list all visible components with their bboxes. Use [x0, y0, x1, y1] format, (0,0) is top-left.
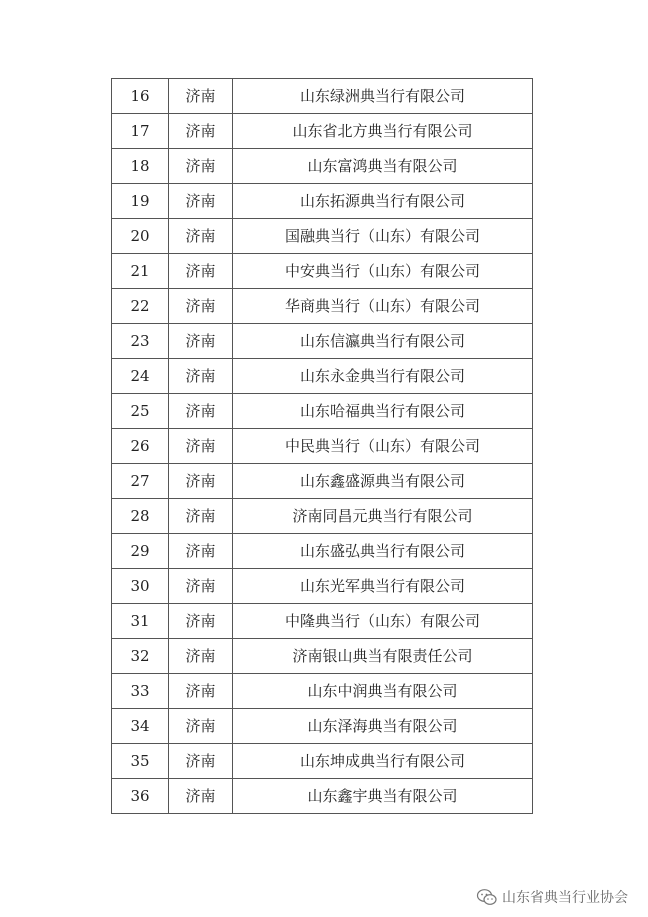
row-city: 济南 [169, 744, 233, 779]
row-company-name: 山东永金典当行有限公司 [233, 359, 533, 394]
row-number: 18 [112, 149, 169, 184]
table-row [112, 534, 533, 569]
table-row [112, 779, 533, 814]
table-row [112, 394, 533, 429]
row-number: 29 [112, 534, 169, 569]
row-company-name: 山东拓源典当行有限公司 [233, 184, 533, 219]
table-row [112, 429, 533, 464]
row-city: 济南 [169, 114, 233, 149]
row-number: 17 [112, 114, 169, 149]
watermark-text: 山东省典当行业协会 [502, 890, 628, 906]
row-company-name: 山东信瀛典当行有限公司 [233, 324, 533, 359]
row-city: 济南 [169, 394, 233, 429]
row-city: 济南 [169, 254, 233, 289]
row-company-name: 济南同昌元典当行有限公司 [233, 499, 533, 534]
row-city: 济南 [169, 499, 233, 534]
row-company-name: 山东鑫盛源典当有限公司 [233, 464, 533, 499]
row-company-name: 山东坤成典当行有限公司 [233, 744, 533, 779]
row-company-name: 山东光军典当行有限公司 [233, 569, 533, 604]
row-company-name: 山东泽海典当有限公司 [233, 709, 533, 744]
row-company-name: 济南银山典当有限责任公司 [233, 639, 533, 674]
row-number: 33 [112, 674, 169, 709]
row-company-name: 山东中润典当有限公司 [233, 674, 533, 709]
table-row [112, 744, 533, 779]
row-number: 16 [112, 79, 169, 114]
row-number: 20 [112, 219, 169, 254]
table-row [112, 79, 533, 114]
row-number: 36 [112, 779, 169, 814]
table-row [112, 149, 533, 184]
row-city: 济南 [169, 184, 233, 219]
row-number: 22 [112, 289, 169, 324]
watermark [476, 887, 628, 907]
row-company-name: 山东绿洲典当行有限公司 [233, 79, 533, 114]
row-city: 济南 [169, 219, 233, 254]
table-row [112, 569, 533, 604]
row-number: 30 [112, 569, 169, 604]
row-number: 24 [112, 359, 169, 394]
row-number: 31 [112, 604, 169, 639]
table-row [112, 674, 533, 709]
row-company-name: 山东鑫宇典当有限公司 [233, 779, 533, 814]
row-company-name: 山东富鸿典当有限公司 [233, 149, 533, 184]
row-number: 35 [112, 744, 169, 779]
row-number: 27 [112, 464, 169, 499]
row-city: 济南 [169, 464, 233, 499]
row-number: 26 [112, 429, 169, 464]
row-number: 28 [112, 499, 169, 534]
table-row [112, 219, 533, 254]
row-company-name: 国融典当行（山东）有限公司 [233, 219, 533, 254]
row-number: 25 [112, 394, 169, 429]
row-city: 济南 [169, 289, 233, 324]
pawnshop-table [111, 78, 533, 814]
row-company-name: 山东盛弘典当行有限公司 [233, 534, 533, 569]
row-company-name: 中隆典当行（山东）有限公司 [233, 604, 533, 639]
row-city: 济南 [169, 604, 233, 639]
row-city: 济南 [169, 709, 233, 744]
row-city: 济南 [169, 534, 233, 569]
row-city: 济南 [169, 429, 233, 464]
table-row [112, 254, 533, 289]
row-number: 19 [112, 184, 169, 219]
row-city: 济南 [169, 149, 233, 184]
row-city: 济南 [169, 359, 233, 394]
row-city: 济南 [169, 79, 233, 114]
table-row [112, 114, 533, 149]
row-city: 济南 [169, 779, 233, 814]
row-city: 济南 [169, 674, 233, 709]
row-number: 21 [112, 254, 169, 289]
row-city: 济南 [169, 569, 233, 604]
row-company-name: 山东哈福典当行有限公司 [233, 394, 533, 429]
table-row [112, 359, 533, 394]
row-city: 济南 [169, 639, 233, 674]
row-company-name: 山东省北方典当行有限公司 [233, 114, 533, 149]
wechat-icon [476, 888, 498, 906]
table-row [112, 604, 533, 639]
row-number: 34 [112, 709, 169, 744]
table-row [112, 709, 533, 744]
row-city: 济南 [169, 324, 233, 359]
row-number: 32 [112, 639, 169, 674]
table-row [112, 499, 533, 534]
table-row [112, 184, 533, 219]
table-body [112, 79, 533, 814]
row-company-name: 中民典当行（山东）有限公司 [233, 429, 533, 464]
row-company-name: 中安典当行（山东）有限公司 [233, 254, 533, 289]
table-row [112, 464, 533, 499]
table-row [112, 324, 533, 359]
table-row [112, 639, 533, 674]
table-row [112, 289, 533, 324]
row-number: 23 [112, 324, 169, 359]
row-company-name: 华商典当行（山东）有限公司 [233, 289, 533, 324]
